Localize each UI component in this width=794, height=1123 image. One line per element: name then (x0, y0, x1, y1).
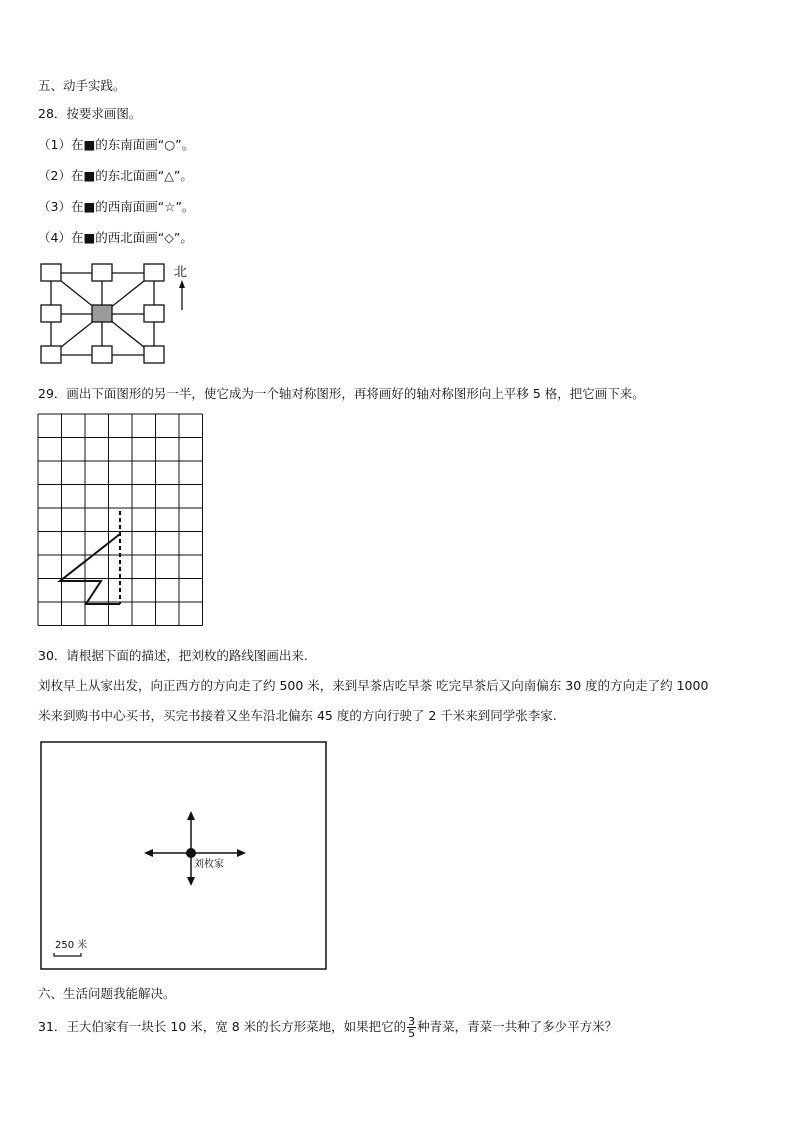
e-box (144, 305, 164, 322)
section-title: 五、动手实践。 (38, 78, 126, 93)
q28-item-1: （1）在■的东南面画“○”。 (38, 137, 195, 152)
w-box (41, 305, 61, 322)
symmetry-grid-figure (36, 412, 211, 634)
half-shape (60, 534, 120, 604)
route-map-frame (40, 740, 330, 972)
north-label: 北 (174, 265, 188, 280)
q30-description-line-2: 米来到购书中心买书，买完书接着又坐车沿北偏东 45 度的方向行驶了 2 千米来到同学张李家. (38, 708, 557, 723)
fraction-denominator: 5 (408, 1027, 416, 1040)
home-label: 刘枚家 (194, 859, 224, 870)
n-box (92, 264, 112, 281)
north-arrowhead-icon (179, 280, 185, 288)
question-28-title: 28．按要求画图。 (38, 106, 142, 121)
scale-label: 250 米 (55, 940, 88, 951)
q28-item-2: （2）在■的东北面画“△”。 (38, 168, 193, 183)
q31-text-after: 种青菜，青菜一共种了多少平方米？ (417, 1019, 618, 1034)
fraction (407, 1016, 416, 1039)
nw-box (41, 264, 61, 281)
s-box (92, 346, 112, 363)
ne-box (144, 264, 164, 281)
q28-item-4: （4）在■的西北面画“◇”。 (38, 230, 193, 245)
q28-item-3: （3）在■的西南面画“☆”。 (38, 199, 195, 214)
home-point (186, 848, 196, 858)
sw-box (41, 346, 61, 363)
map-border (41, 742, 326, 969)
q30-description-line-1: 刘枚早上从家出发，向正西方的方向走了约 500 米，来到早茶店吃早茶 吃完早茶后又向南偏东 30 度的方向走了约 1000 (38, 678, 709, 693)
fraction-numerator: 3 (408, 1015, 416, 1028)
question-29-text: 29．画出下面图形的另一半，使它成为一个轴对称图形，再将画好的轴对称图形向上平移 5 格，把它画下来。 (38, 386, 645, 401)
direction-grid-figure (36, 258, 196, 368)
q31-text-before: 31．王大伯家有一块长 10 米，宽 8 米的长方形菜地，如果把它的 (38, 1019, 407, 1034)
center-shaded-box (92, 305, 112, 322)
question-30-title: 30．请根据下面的描述，把刘枚的路线图画出来. (38, 648, 308, 663)
section-title: 六、生活问题我能解决。 (38, 986, 176, 1001)
se-box (144, 346, 164, 363)
question-31-text (38, 1016, 617, 1039)
